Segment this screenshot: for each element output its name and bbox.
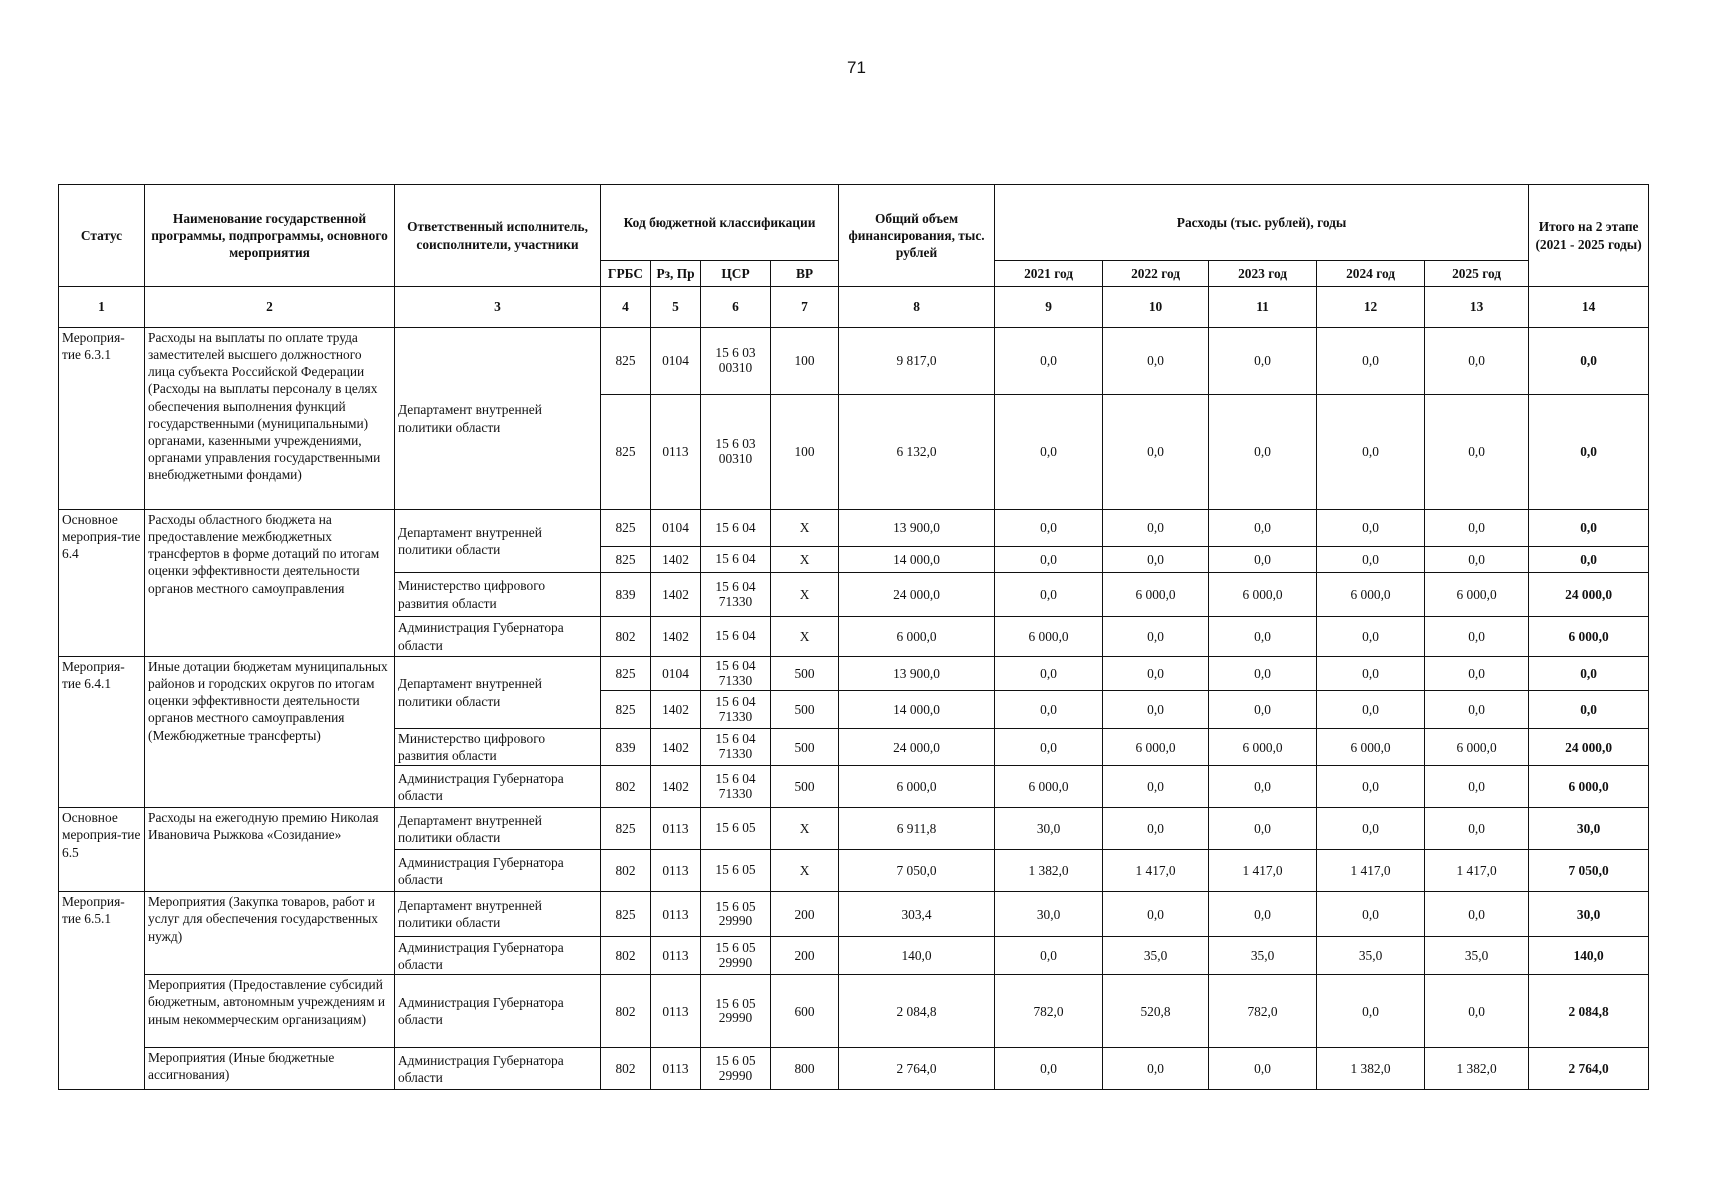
cell-vr: 500 bbox=[771, 691, 839, 729]
cell-csr: 15 6 03 00310 bbox=[701, 328, 771, 395]
cell-year-2022: 0,0 bbox=[1103, 617, 1209, 657]
activity-name-cell: Мероприятия (Закупка товаров, работ и услуг для обеспечения государственных нужд) bbox=[145, 892, 395, 975]
cell-year-2022: 6 000,0 bbox=[1103, 573, 1209, 617]
cell-year-2024: 0,0 bbox=[1317, 547, 1425, 573]
table-row bbox=[59, 328, 1649, 395]
header-year-2023: 2023 год bbox=[1209, 261, 1317, 287]
executor-cell: Департамент внутренней политики области bbox=[395, 328, 601, 510]
cell-total-volume: 9 817,0 bbox=[839, 328, 995, 395]
cell-year-2024: 0,0 bbox=[1317, 328, 1425, 395]
cell-stage-total: 6 000,0 bbox=[1529, 766, 1649, 808]
activity-name-cell: Расходы на ежегодную премию Николая Ивановича Рыжкова «Созидание» bbox=[145, 808, 395, 892]
activity-name-cell: Расходы на выплаты по оплате труда заместителей высшего должностного лица субъекта Российской Федерации (Расходы на выплаты персоналу в целях обеспечения выполнения функций государственными (муниципальными) органами, казенными учреждениями, органами управления государственными внебюджетными фондами) bbox=[145, 328, 395, 510]
cell-vr: 100 bbox=[771, 328, 839, 395]
cell-total-volume: 6 000,0 bbox=[839, 766, 995, 808]
cell-year-2022: 0,0 bbox=[1103, 691, 1209, 729]
cell-year-2025: 35,0 bbox=[1425, 937, 1529, 975]
cell-year-2024: 0,0 bbox=[1317, 510, 1425, 547]
cell-year-2021: 0,0 bbox=[995, 573, 1103, 617]
activity-name-cell: Мероприятия (Иные бюджетные ассигнования) bbox=[145, 1048, 395, 1090]
cell-year-2022: 0,0 bbox=[1103, 766, 1209, 808]
cell-year-2021: 30,0 bbox=[995, 808, 1103, 850]
header-year-2021: 2021 год bbox=[995, 261, 1103, 287]
budget-table bbox=[58, 184, 1649, 1090]
executor-cell: Администрация Губернатора области bbox=[395, 937, 601, 975]
cell-csr: 15 6 05 bbox=[701, 808, 771, 850]
cell-total-volume: 6 911,8 bbox=[839, 808, 995, 850]
column-number: 14 bbox=[1529, 287, 1649, 328]
cell-rzpr: 1402 bbox=[651, 573, 701, 617]
cell-stage-total: 0,0 bbox=[1529, 510, 1649, 547]
cell-year-2025: 0,0 bbox=[1425, 395, 1529, 510]
cell-grbs: 802 bbox=[601, 617, 651, 657]
cell-year-2021: 30,0 bbox=[995, 892, 1103, 937]
cell-year-2021: 0,0 bbox=[995, 1048, 1103, 1090]
cell-year-2024: 0,0 bbox=[1317, 766, 1425, 808]
cell-rzpr: 1402 bbox=[651, 617, 701, 657]
cell-year-2023: 6 000,0 bbox=[1209, 573, 1317, 617]
cell-rzpr: 1402 bbox=[651, 766, 701, 808]
cell-total-volume: 140,0 bbox=[839, 937, 995, 975]
cell-total-volume: 7 050,0 bbox=[839, 850, 995, 892]
column-number-row bbox=[59, 287, 1649, 328]
cell-rzpr: 0113 bbox=[651, 937, 701, 975]
cell-year-2025: 0,0 bbox=[1425, 328, 1529, 395]
cell-stage-total: 0,0 bbox=[1529, 657, 1649, 691]
cell-vr: Х bbox=[771, 510, 839, 547]
cell-csr: 15 6 05 29990 bbox=[701, 1048, 771, 1090]
column-number: 10 bbox=[1103, 287, 1209, 328]
cell-year-2023: 35,0 bbox=[1209, 937, 1317, 975]
column-number: 1 bbox=[59, 287, 145, 328]
cell-csr: 15 6 05 bbox=[701, 850, 771, 892]
cell-grbs: 802 bbox=[601, 850, 651, 892]
cell-stage-total: 2 764,0 bbox=[1529, 1048, 1649, 1090]
cell-year-2025: 0,0 bbox=[1425, 975, 1529, 1048]
cell-csr: 15 6 04 71330 bbox=[701, 573, 771, 617]
cell-rzpr: 1402 bbox=[651, 547, 701, 573]
cell-vr: 100 bbox=[771, 395, 839, 510]
cell-grbs: 825 bbox=[601, 328, 651, 395]
cell-vr: Х bbox=[771, 850, 839, 892]
cell-year-2021: 0,0 bbox=[995, 937, 1103, 975]
cell-vr: 500 bbox=[771, 657, 839, 691]
cell-year-2024: 6 000,0 bbox=[1317, 573, 1425, 617]
executor-cell: Администрация Губернатора области bbox=[395, 766, 601, 808]
cell-total-volume: 24 000,0 bbox=[839, 573, 995, 617]
table-row bbox=[59, 657, 1649, 691]
cell-year-2023: 0,0 bbox=[1209, 395, 1317, 510]
cell-year-2022: 0,0 bbox=[1103, 808, 1209, 850]
cell-grbs: 839 bbox=[601, 729, 651, 766]
cell-year-2024: 0,0 bbox=[1317, 617, 1425, 657]
cell-total-volume: 303,4 bbox=[839, 892, 995, 937]
cell-year-2023: 0,0 bbox=[1209, 691, 1317, 729]
cell-vr: Х bbox=[771, 547, 839, 573]
cell-year-2021: 0,0 bbox=[995, 729, 1103, 766]
column-number: 13 bbox=[1425, 287, 1529, 328]
cell-stage-total: 24 000,0 bbox=[1529, 573, 1649, 617]
header-year-2022: 2022 год bbox=[1103, 261, 1209, 287]
cell-stage-total: 0,0 bbox=[1529, 395, 1649, 510]
cell-rzpr: 0113 bbox=[651, 850, 701, 892]
cell-year-2023: 0,0 bbox=[1209, 510, 1317, 547]
activity-name-cell: Расходы областного бюджета на предоставление межбюджетных трансфертов в форме дотаций по итогам оценки эффективности деятельности органов местного самоуправления bbox=[145, 510, 395, 657]
status-cell: Мероприя-тие 6.4.1 bbox=[59, 657, 145, 808]
cell-vr: 600 bbox=[771, 975, 839, 1048]
cell-year-2025: 0,0 bbox=[1425, 617, 1529, 657]
cell-year-2022: 6 000,0 bbox=[1103, 729, 1209, 766]
header-name: Наименование государственной программы, подпрограммы, основного мероприятия bbox=[145, 185, 395, 287]
cell-year-2021: 0,0 bbox=[995, 547, 1103, 573]
header-status: Статус bbox=[59, 185, 145, 287]
column-number: 12 bbox=[1317, 287, 1425, 328]
cell-year-2024: 0,0 bbox=[1317, 808, 1425, 850]
header-executor: Ответственный исполнитель, соисполнители, участники bbox=[395, 185, 601, 287]
cell-total-volume: 14 000,0 bbox=[839, 691, 995, 729]
header-year-2025: 2025 год bbox=[1425, 261, 1529, 287]
cell-vr: Х bbox=[771, 573, 839, 617]
cell-vr: 200 bbox=[771, 892, 839, 937]
header-stage-total: Итого на 2 этапе (2021 - 2025 годы) bbox=[1529, 185, 1649, 287]
cell-year-2022: 0,0 bbox=[1103, 328, 1209, 395]
cell-year-2023: 0,0 bbox=[1209, 808, 1317, 850]
executor-cell: Администрация Губернатора области bbox=[395, 850, 601, 892]
cell-year-2024: 0,0 bbox=[1317, 975, 1425, 1048]
table-row bbox=[59, 1048, 1649, 1090]
cell-stage-total: 30,0 bbox=[1529, 892, 1649, 937]
cell-year-2022: 1 417,0 bbox=[1103, 850, 1209, 892]
executor-cell: Администрация Губернатора области bbox=[395, 617, 601, 657]
cell-csr: 15 6 04 71330 bbox=[701, 657, 771, 691]
cell-vr: 200 bbox=[771, 937, 839, 975]
activity-name-cell: Иные дотации бюджетам муниципальных районов и городских округов по итогам оценки эффективности деятельности органов местного самоуправления (Межбюджетные трансферты) bbox=[145, 657, 395, 808]
cell-year-2025: 0,0 bbox=[1425, 766, 1529, 808]
cell-year-2022: 0,0 bbox=[1103, 892, 1209, 937]
cell-year-2022: 0,0 bbox=[1103, 395, 1209, 510]
cell-grbs: 825 bbox=[601, 657, 651, 691]
cell-year-2025: 1 382,0 bbox=[1425, 1048, 1529, 1090]
cell-year-2021: 0,0 bbox=[995, 395, 1103, 510]
executor-cell: Министерство цифрового развития области bbox=[395, 729, 601, 766]
cell-year-2024: 35,0 bbox=[1317, 937, 1425, 975]
cell-year-2022: 0,0 bbox=[1103, 1048, 1209, 1090]
cell-csr: 15 6 04 bbox=[701, 617, 771, 657]
cell-csr: 15 6 03 00310 bbox=[701, 395, 771, 510]
table-row bbox=[59, 808, 1649, 850]
cell-csr: 15 6 04 bbox=[701, 510, 771, 547]
cell-year-2023: 782,0 bbox=[1209, 975, 1317, 1048]
header-csr: ЦСР bbox=[701, 261, 771, 287]
cell-year-2025: 0,0 bbox=[1425, 657, 1529, 691]
cell-rzpr: 0104 bbox=[651, 328, 701, 395]
header-expenses: Расходы (тыс. рублей), годы bbox=[995, 185, 1529, 261]
cell-stage-total: 2 084,8 bbox=[1529, 975, 1649, 1048]
cell-total-volume: 13 900,0 bbox=[839, 657, 995, 691]
cell-year-2025: 0,0 bbox=[1425, 892, 1529, 937]
cell-grbs: 825 bbox=[601, 510, 651, 547]
page-number: 71 bbox=[847, 58, 866, 77]
cell-rzpr: 0113 bbox=[651, 892, 701, 937]
cell-year-2021: 782,0 bbox=[995, 975, 1103, 1048]
header-rzpr: Рз, Пр bbox=[651, 261, 701, 287]
cell-year-2024: 0,0 bbox=[1317, 395, 1425, 510]
cell-year-2025: 0,0 bbox=[1425, 547, 1529, 573]
cell-year-2023: 0,0 bbox=[1209, 547, 1317, 573]
executor-cell: Департамент внутренней политики области bbox=[395, 892, 601, 937]
header-grbs: ГРБС bbox=[601, 261, 651, 287]
cell-rzpr: 0113 bbox=[651, 1048, 701, 1090]
cell-vr: Х bbox=[771, 808, 839, 850]
cell-total-volume: 13 900,0 bbox=[839, 510, 995, 547]
executor-cell: Администрация Губернатора области bbox=[395, 975, 601, 1048]
cell-grbs: 825 bbox=[601, 691, 651, 729]
cell-csr: 15 6 04 71330 bbox=[701, 729, 771, 766]
cell-csr: 15 6 05 29990 bbox=[701, 937, 771, 975]
cell-grbs: 839 bbox=[601, 573, 651, 617]
cell-vr: Х bbox=[771, 617, 839, 657]
cell-year-2023: 0,0 bbox=[1209, 328, 1317, 395]
column-number: 8 bbox=[839, 287, 995, 328]
cell-grbs: 825 bbox=[601, 547, 651, 573]
cell-year-2021: 0,0 bbox=[995, 510, 1103, 547]
cell-stage-total: 6 000,0 bbox=[1529, 617, 1649, 657]
cell-year-2023: 0,0 bbox=[1209, 617, 1317, 657]
cell-year-2025: 6 000,0 bbox=[1425, 573, 1529, 617]
cell-stage-total: 0,0 bbox=[1529, 328, 1649, 395]
cell-grbs: 802 bbox=[601, 975, 651, 1048]
status-cell: Мероприя-тие 6.3.1 bbox=[59, 328, 145, 510]
column-number: 7 bbox=[771, 287, 839, 328]
table-row bbox=[59, 892, 1649, 937]
executor-cell: Департамент внутренней политики области bbox=[395, 657, 601, 729]
cell-csr: 15 6 05 29990 bbox=[701, 975, 771, 1048]
cell-rzpr: 1402 bbox=[651, 729, 701, 766]
cell-year-2023: 0,0 bbox=[1209, 1048, 1317, 1090]
cell-year-2023: 0,0 bbox=[1209, 766, 1317, 808]
cell-grbs: 825 bbox=[601, 395, 651, 510]
table-row bbox=[59, 975, 1649, 1048]
executor-cell: Министерство цифрового развития области bbox=[395, 573, 601, 617]
cell-year-2021: 6 000,0 bbox=[995, 617, 1103, 657]
cell-total-volume: 14 000,0 bbox=[839, 547, 995, 573]
cell-year-2021: 6 000,0 bbox=[995, 766, 1103, 808]
cell-year-2022: 520,8 bbox=[1103, 975, 1209, 1048]
cell-vr: 800 bbox=[771, 1048, 839, 1090]
cell-stage-total: 0,0 bbox=[1529, 691, 1649, 729]
cell-year-2025: 0,0 bbox=[1425, 510, 1529, 547]
status-cell: Основное мероприя-тие 6.5 bbox=[59, 808, 145, 892]
cell-year-2023: 1 417,0 bbox=[1209, 850, 1317, 892]
executor-cell: Администрация Губернатора области bbox=[395, 1048, 601, 1090]
cell-stage-total: 7 050,0 bbox=[1529, 850, 1649, 892]
status-cell: Мероприя-тие 6.5.1 bbox=[59, 892, 145, 1090]
cell-grbs: 802 bbox=[601, 766, 651, 808]
cell-total-volume: 24 000,0 bbox=[839, 729, 995, 766]
cell-rzpr: 0113 bbox=[651, 975, 701, 1048]
cell-year-2024: 0,0 bbox=[1317, 892, 1425, 937]
cell-total-volume: 2 764,0 bbox=[839, 1048, 995, 1090]
cell-stage-total: 24 000,0 bbox=[1529, 729, 1649, 766]
cell-year-2022: 0,0 bbox=[1103, 547, 1209, 573]
cell-year-2021: 1 382,0 bbox=[995, 850, 1103, 892]
executor-cell: Департамент внутренней политики области bbox=[395, 808, 601, 850]
cell-year-2025: 0,0 bbox=[1425, 691, 1529, 729]
header-year-2024: 2024 год bbox=[1317, 261, 1425, 287]
cell-grbs: 802 bbox=[601, 937, 651, 975]
executor-cell: Департамент внутренней политики области bbox=[395, 510, 601, 573]
cell-stage-total: 30,0 bbox=[1529, 808, 1649, 850]
cell-year-2024: 1 417,0 bbox=[1317, 850, 1425, 892]
cell-year-2021: 0,0 bbox=[995, 657, 1103, 691]
cell-csr: 15 6 04 bbox=[701, 547, 771, 573]
cell-csr: 15 6 05 29990 bbox=[701, 892, 771, 937]
cell-year-2023: 0,0 bbox=[1209, 892, 1317, 937]
cell-rzpr: 1402 bbox=[651, 691, 701, 729]
cell-vr: 500 bbox=[771, 766, 839, 808]
cell-year-2025: 1 417,0 bbox=[1425, 850, 1529, 892]
column-number: 5 bbox=[651, 287, 701, 328]
cell-year-2024: 0,0 bbox=[1317, 691, 1425, 729]
column-number: 2 bbox=[145, 287, 395, 328]
activity-name-cell: Мероприятия (Предоставление субсидий бюджетным, автономным учреждениям и иным некоммерческим организациям) bbox=[145, 975, 395, 1048]
cell-year-2024: 0,0 bbox=[1317, 657, 1425, 691]
cell-csr: 15 6 04 71330 bbox=[701, 766, 771, 808]
cell-year-2025: 6 000,0 bbox=[1425, 729, 1529, 766]
cell-year-2025: 0,0 bbox=[1425, 808, 1529, 850]
column-number: 9 bbox=[995, 287, 1103, 328]
cell-grbs: 825 bbox=[601, 892, 651, 937]
header-total-volume: Общий объем финансирования, тыс. рублей bbox=[839, 185, 995, 287]
column-number: 11 bbox=[1209, 287, 1317, 328]
header-budget-code: Код бюджетной классификации bbox=[601, 185, 839, 261]
column-number: 6 bbox=[701, 287, 771, 328]
column-number: 4 bbox=[601, 287, 651, 328]
column-number: 3 bbox=[395, 287, 601, 328]
cell-year-2022: 0,0 bbox=[1103, 657, 1209, 691]
header-vr: ВР bbox=[771, 261, 839, 287]
cell-year-2021: 0,0 bbox=[995, 691, 1103, 729]
cell-grbs: 825 bbox=[601, 808, 651, 850]
cell-year-2024: 6 000,0 bbox=[1317, 729, 1425, 766]
cell-year-2022: 35,0 bbox=[1103, 937, 1209, 975]
cell-rzpr: 0104 bbox=[651, 510, 701, 547]
cell-grbs: 802 bbox=[601, 1048, 651, 1090]
cell-total-volume: 6 000,0 bbox=[839, 617, 995, 657]
cell-year-2024: 1 382,0 bbox=[1317, 1048, 1425, 1090]
cell-rzpr: 0113 bbox=[651, 395, 701, 510]
cell-total-volume: 6 132,0 bbox=[839, 395, 995, 510]
cell-year-2021: 0,0 bbox=[995, 328, 1103, 395]
cell-csr: 15 6 04 71330 bbox=[701, 691, 771, 729]
cell-stage-total: 140,0 bbox=[1529, 937, 1649, 975]
cell-year-2022: 0,0 bbox=[1103, 510, 1209, 547]
cell-total-volume: 2 084,8 bbox=[839, 975, 995, 1048]
status-cell: Основное мероприя-тие 6.4 bbox=[59, 510, 145, 657]
cell-rzpr: 0104 bbox=[651, 657, 701, 691]
table-body bbox=[59, 287, 1649, 1090]
cell-vr: 500 bbox=[771, 729, 839, 766]
cell-year-2023: 6 000,0 bbox=[1209, 729, 1317, 766]
cell-rzpr: 0113 bbox=[651, 808, 701, 850]
table-row bbox=[59, 510, 1649, 547]
cell-year-2023: 0,0 bbox=[1209, 657, 1317, 691]
cell-stage-total: 0,0 bbox=[1529, 547, 1649, 573]
